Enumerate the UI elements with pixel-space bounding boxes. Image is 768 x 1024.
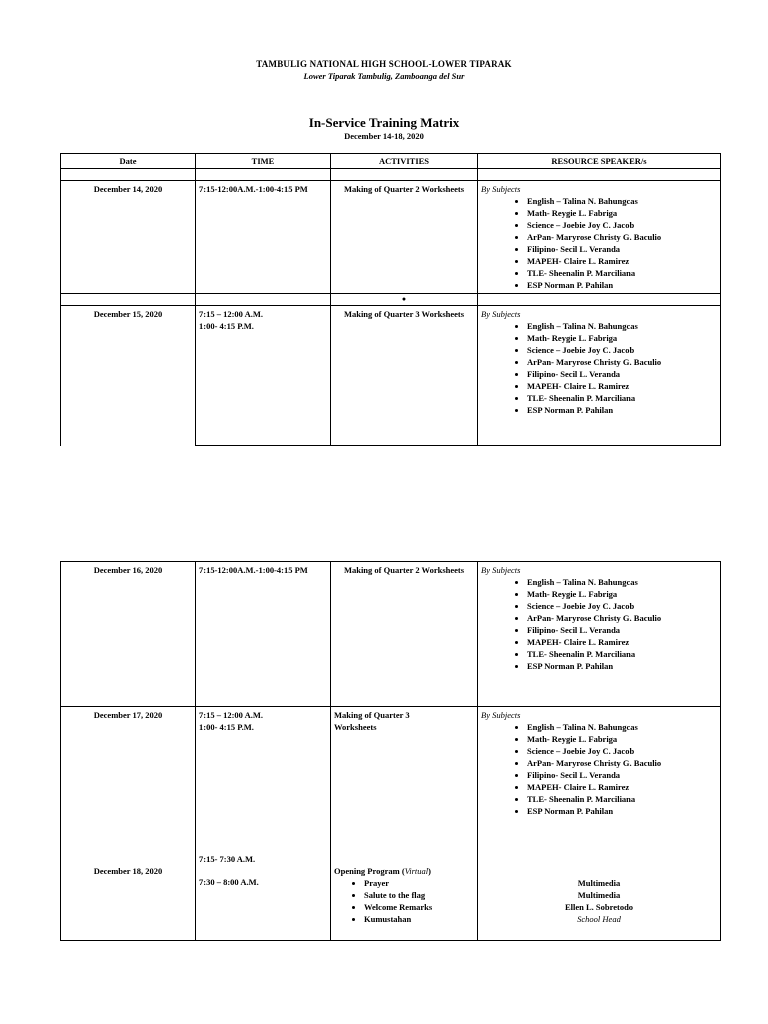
list-item: • ESP Norman P. Pahilan [527,404,717,416]
list-item: • MAPEH- Claire L. Ramirez [527,781,717,793]
table-row [61,306,721,446]
list-item: • Science – Joebie Joy C. Jacob [527,600,717,612]
list-item: • ArPan- Maryrose Christy G. Baculio [527,231,717,243]
school-name: TAMBULIG NATIONAL HIGH SCHOOL-LOWER TIPARAK [256,59,512,69]
by-subjects-label: By Subjects [481,565,521,575]
list-item: • Kumustahan [364,913,474,925]
row-resources [478,306,721,446]
date-line: December 17, 2020 [93,710,163,720]
speaker-list [481,721,717,817]
list-item: • Salute to the flag [364,889,474,901]
opening-program-label: Opening Program ( [334,866,405,876]
speaker-list [481,576,717,672]
row-time [196,181,331,294]
list-item: • Math- Reygie L. Fabriga [527,733,717,745]
list-item: • TLE- Sheenalin P. Marciliana [527,267,717,279]
list-item: • ESP Norman P. Pahilan [527,805,717,817]
school-head-title: School Head [577,914,621,924]
list-item: • TLE- Sheenalin P. Marciliana [527,648,717,660]
opening-program [334,865,474,877]
table-row [61,562,721,707]
list-item: • Math- Reygie L. Fabriga [527,207,717,219]
bullet-dot-icon: ● [401,295,407,303]
table-row [61,181,721,294]
activity-text: Making of Quarter 3 Worksheets [334,710,410,732]
spacer-row [61,294,721,306]
list-item: • MAPEH- Claire L. Ramirez [527,255,717,267]
row-activity [331,707,478,941]
spacer-row [61,169,721,181]
col-time: TIME [196,154,331,169]
list-item: • ESP Norman P. Pahilan [527,279,717,291]
by-subjects-label: By Subjects [481,309,521,319]
list-item: • Filipino- Secil L. Veranda [527,769,717,781]
list-item: • Filipino- Secil L. Veranda [527,368,717,380]
time-line: 7:15 – 12:00 A.M. [199,309,263,319]
list-item: • MAPEH- Claire L. Ramirez [527,636,717,648]
training-matrix-table-2 [60,561,721,941]
row-resources [478,181,721,294]
list-item: • TLE- Sheenalin P. Marciliana [527,392,717,404]
program-list [334,877,474,925]
time-line: 7:15-12:00A.M.-1:00-4:15 PM [199,565,308,575]
by-subjects-label: By Subjects [481,710,521,720]
row-time [196,306,331,446]
col-date: Date [61,154,196,169]
list-item: • English – Talina N. Bahungcas [527,721,717,733]
list-item: • ArPan- Maryrose Christy G. Baculio [527,356,717,368]
row-resources [478,562,721,707]
time-line: 1:00- 4:15 P.M. [199,722,254,732]
by-subjects-label: By Subjects [481,184,521,194]
header-row [61,154,721,169]
time-line: 1:00- 4:15 P.M. [199,321,254,331]
row-date [61,707,196,941]
list-item: • Science – Joebie Joy C. Jacob [527,219,717,231]
list-item: • ArPan- Maryrose Christy G. Baculio [527,612,717,624]
speaker-list [481,320,717,416]
multimedia-line: Multimedia [577,890,621,900]
date-line: December 18, 2020 [93,866,163,876]
row-resources [478,707,721,941]
list-item: • ESP Norman P. Pahilan [527,660,717,672]
time-line: 7:15- 7:30 A.M. [199,854,256,864]
list-item: • Prayer [364,877,474,889]
virtual-label: Virtual [404,866,429,876]
list-item: • Math- Reygie L. Fabriga [527,332,717,344]
list-item: • Science – Joebie Joy C. Jacob [527,344,717,356]
time-line: 7:15 – 12:00 A.M. [199,710,263,720]
col-resource-speakers: RESOURCE SPEAKER/s [478,154,721,169]
list-item: • Filipino- Secil L. Veranda [527,624,717,636]
row-date: December 14, 2020 [61,181,196,294]
row-time [196,562,331,707]
training-matrix-table-1 [60,153,721,446]
paren-close: ) [428,866,431,876]
list-item: • Math- Reygie L. Fabriga [527,588,717,600]
list-item: • ArPan- Maryrose Christy G. Baculio [527,757,717,769]
row-date: December 16, 2020 [61,562,196,707]
document-dates: December 14-18, 2020 [344,131,424,141]
col-activities: ACTIVITIES [331,154,478,169]
multimedia-line: Multimedia [577,878,621,888]
list-item: • English – Talina N. Bahungcas [527,576,717,588]
list-item: • TLE- Sheenalin P. Marciliana [527,793,717,805]
school-head-name: Ellen L. Sobretodo [564,902,634,912]
list-item: • Filipino- Secil L. Veranda [527,243,717,255]
row-date: December 15, 2020 [61,306,196,446]
time-line: 7:15-12:00A.M.-1:00-4:15 PM [199,184,308,194]
speaker-list [481,195,717,291]
row-activity: Making of Quarter 2 Worksheets [331,181,478,294]
list-item: • MAPEH- Claire L. Ramirez [527,380,717,392]
school-address: Lower Tiparak Tambulig, Zamboanga del Sur [303,71,465,81]
document-title: In-Service Training Matrix [308,115,460,130]
row-time [196,707,331,941]
list-item: • Welcome Remarks [364,901,474,913]
list-item: • English – Talina N. Bahungcas [527,195,717,207]
row-activity: Making of Quarter 3 Worksheets [331,306,478,446]
time-line: 7:30 – 8:00 A.M. [199,877,259,887]
list-item: • English – Talina N. Bahungcas [527,320,717,332]
table-row [61,707,721,941]
row-activity: Making of Quarter 2 Worksheets [331,562,478,707]
list-item: • Science – Joebie Joy C. Jacob [527,745,717,757]
